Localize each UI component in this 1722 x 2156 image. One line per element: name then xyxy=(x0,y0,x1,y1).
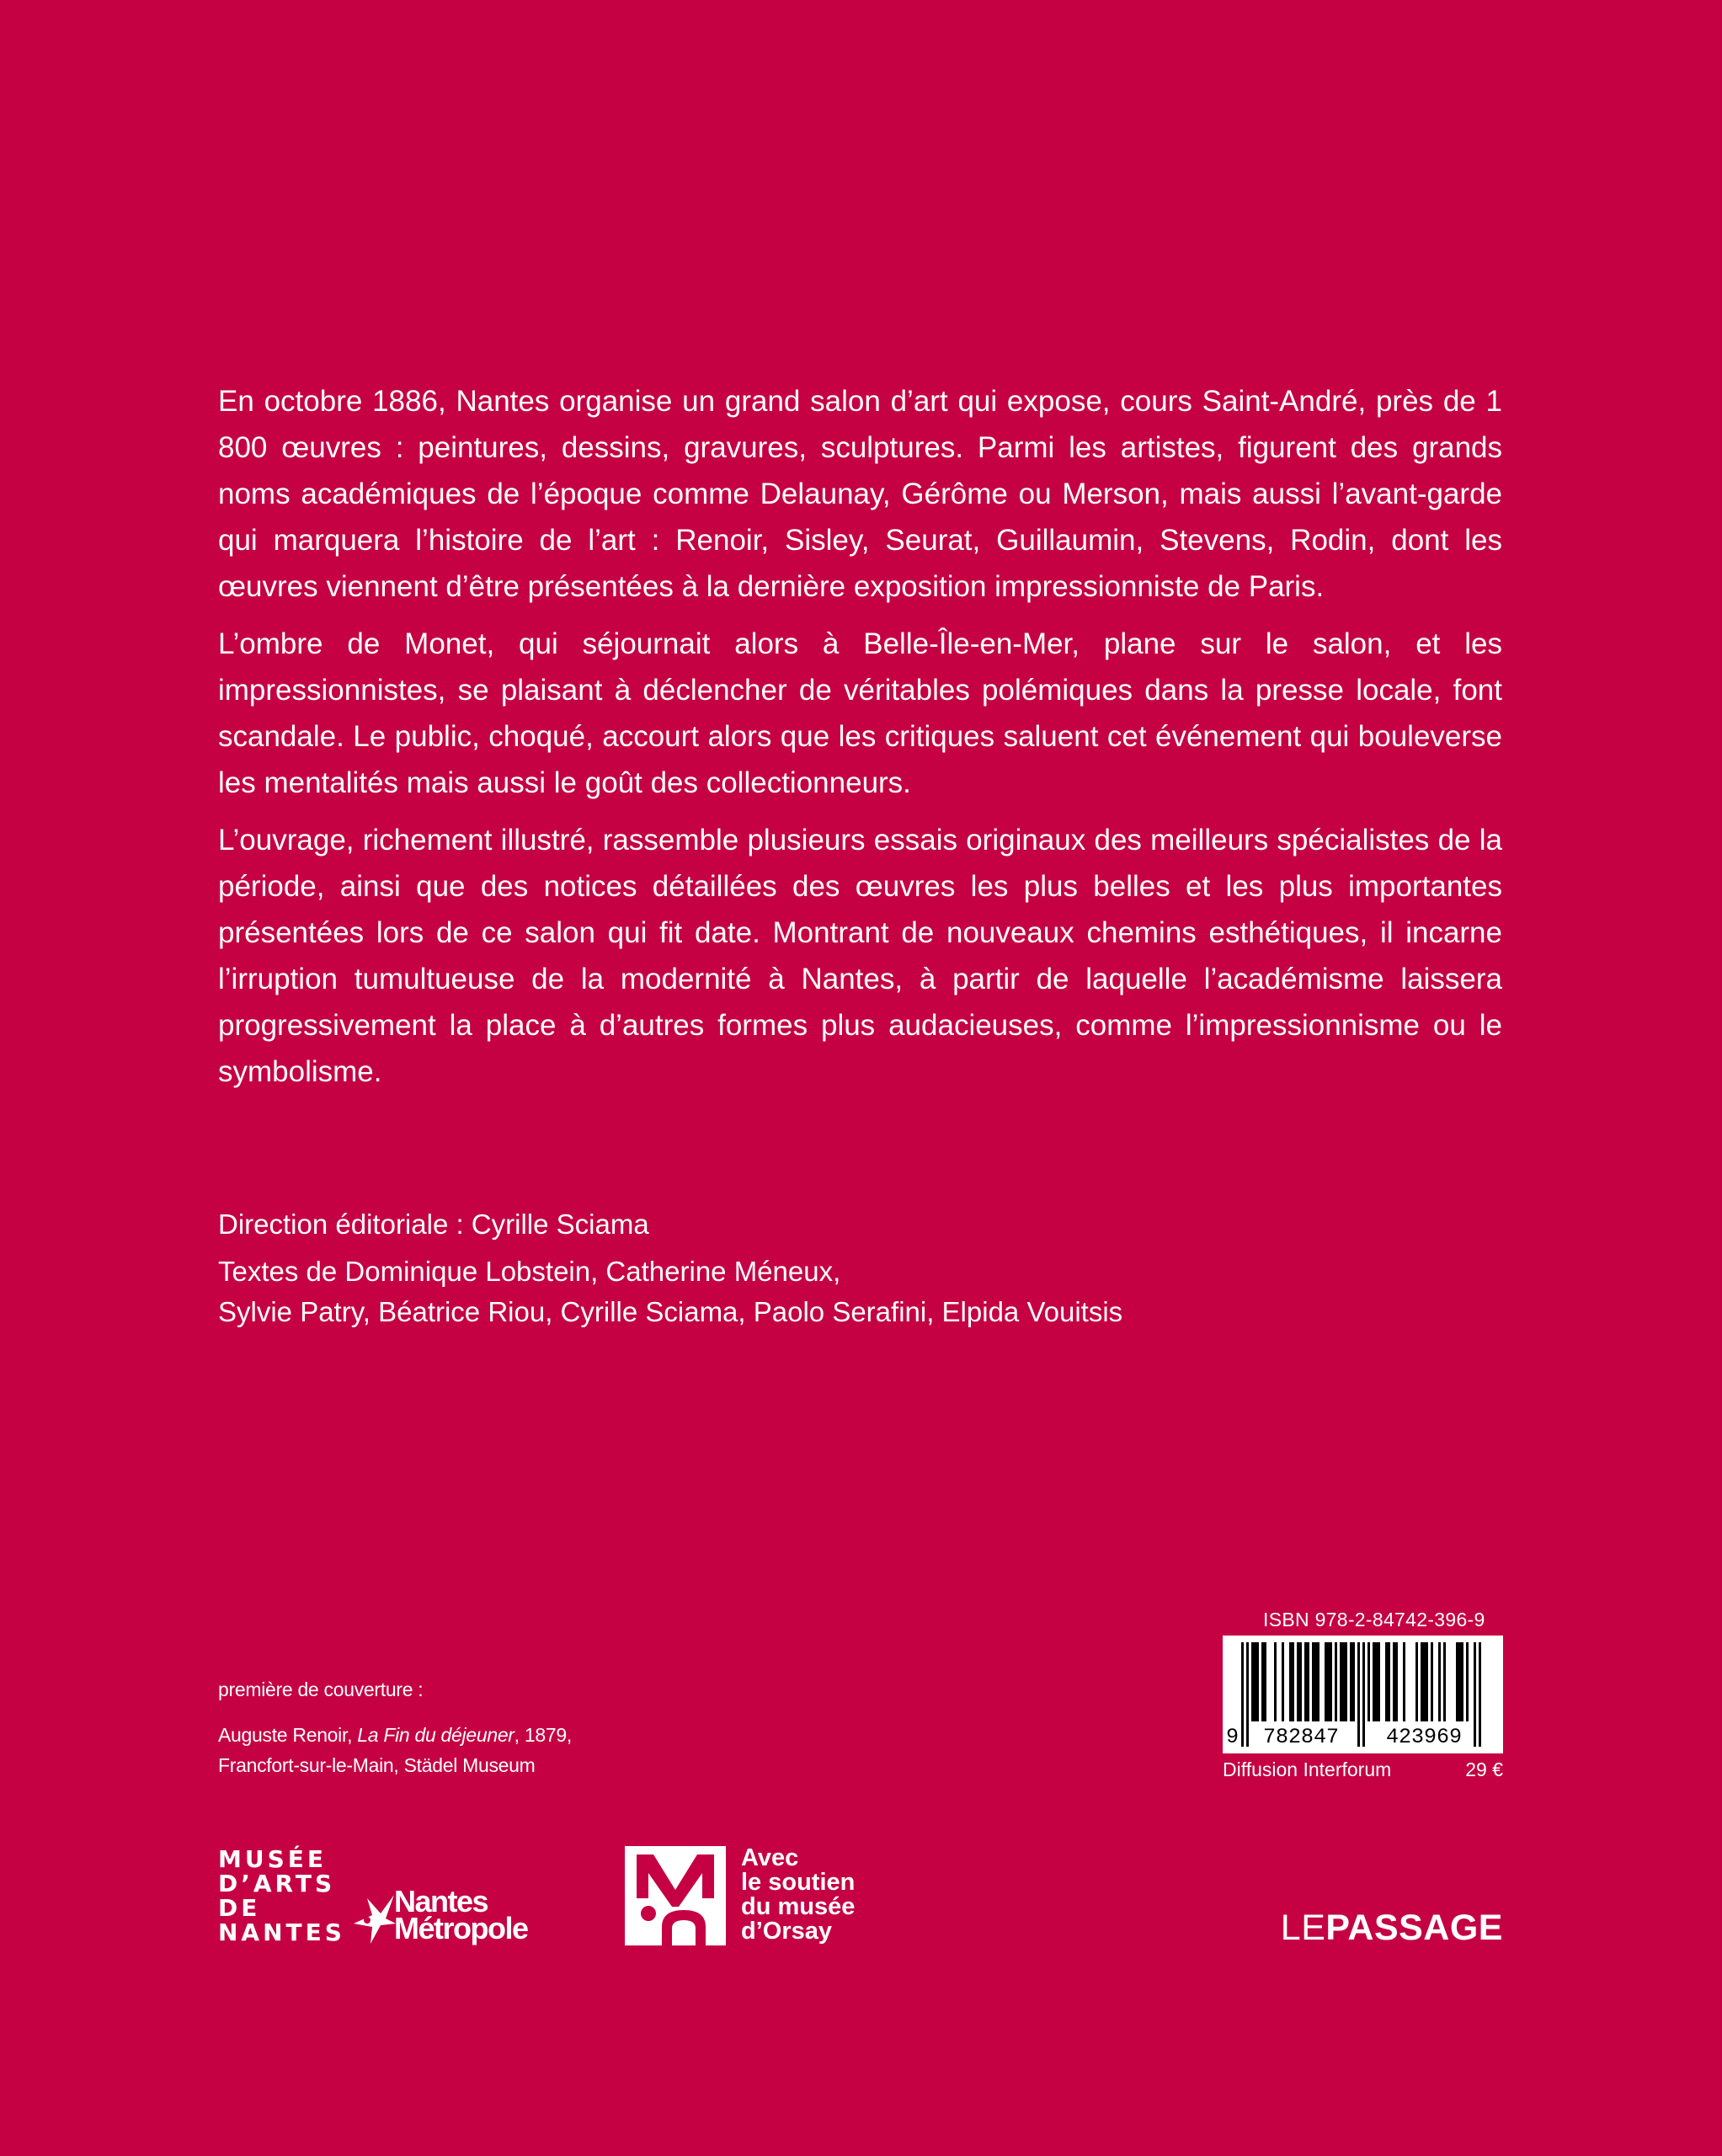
cover-credit-artwork xyxy=(218,1720,723,1750)
musee-logo-line-1: MUSÉE xyxy=(218,1845,328,1873)
nantes-metropole-logo xyxy=(352,1885,554,1952)
barcode-bar xyxy=(1307,1642,1309,1721)
editorial-credits xyxy=(218,1204,1313,1332)
back-cover-blurb xyxy=(218,378,1502,1106)
barcode-bar xyxy=(1261,1642,1264,1721)
blurb-paragraph-3: L’ouvrage, richement illustré, rassemble plusieurs essais originaux des meilleurs spécialistes de la période, ainsi que des notices détaillées des œuvres les plus belles et les plus importantes présentées lors de ce salon qui fit date. Montrant de nouveaux chemins esthétiques, il incarne l’irruption tumultueuse de la modernité à Nantes, à partir de laquelle l’académisme laissera progressivement la place à d’autres formes plus audacieuses, comme l’impressionnisme ou le symbolisme. xyxy=(218,824,1502,1088)
musee-darts-nantes-logo xyxy=(218,1847,345,1945)
barcode-bar xyxy=(1274,1642,1277,1721)
barcode-bar xyxy=(1466,1642,1469,1721)
barcode-digit-group-1: 782847 xyxy=(1261,1723,1341,1752)
barcode-bar xyxy=(1367,1642,1370,1721)
barcode-bar xyxy=(1415,1642,1418,1721)
barcode-bar xyxy=(1330,1642,1332,1721)
barcode-bar xyxy=(1254,1642,1256,1721)
blurb-paragraph-1: En octobre 1886, Nantes organise un grand salon d’art qui expose, cours Saint-André, près de 1 800 œuvres : peintures, dessins, gravures, sculptures. Parmi les artistes, figurent des grands noms académiques de l’époque comme Delaunay, Gérôme ou Merson, mais aussi l’avant-garde qui marquera l’histoire de l’art : Renoir, Sisley, Seurat, Guillaumin, Stevens, Rodin, dont les œuvres viennent d’être présentées à la dernière exposition impressionniste de Paris. xyxy=(218,385,1502,603)
barcode-digit-first: 9 xyxy=(1224,1723,1240,1752)
barcode-bar xyxy=(1385,1642,1388,1721)
authors-line-2: Sylvie Patry, Béatrice Riou, Cyrille Sciama, Paolo Serafini, Elpida Vouitsis xyxy=(218,1296,1123,1327)
barcode-bar xyxy=(1312,1642,1314,1721)
publisher-logo xyxy=(1279,1908,1503,1949)
barcode-bar xyxy=(1461,1642,1463,1721)
barcode-bar xyxy=(1256,1642,1259,1721)
barcode-bar xyxy=(1378,1642,1380,1721)
barcode-bar xyxy=(1421,1642,1423,1721)
musee-logo-line-4: NANTES xyxy=(218,1919,345,1946)
cover-credit-year: , 1879, xyxy=(514,1724,572,1746)
barcode-bar xyxy=(1345,1642,1347,1721)
barcode-bar xyxy=(1388,1642,1390,1721)
barcode-bar xyxy=(1304,1642,1307,1721)
barcode-bar xyxy=(1393,1642,1395,1721)
cover-credit-title: La Fin du déjeuner xyxy=(357,1724,514,1746)
barcode-bar xyxy=(1297,1642,1299,1721)
price: 29 € xyxy=(1465,1758,1503,1780)
distributor: Diffusion Interforum xyxy=(1223,1758,1392,1780)
barcode-bar xyxy=(1299,1642,1302,1721)
barcode-bar xyxy=(1292,1642,1294,1721)
barcode-bar xyxy=(1335,1642,1337,1721)
barcode-bar xyxy=(1375,1642,1378,1721)
barcode-bar xyxy=(1438,1642,1441,1721)
barcode-bar xyxy=(1342,1642,1345,1721)
musee-logo-line-3: DE xyxy=(218,1894,261,1922)
authors-line-1: Textes de Dominique Lobstein, Catherine Méneux, xyxy=(218,1256,841,1287)
barcode-bar xyxy=(1340,1642,1342,1721)
barcode-digit-group-2: 423969 xyxy=(1384,1723,1463,1752)
musee-orsay-logo-mark xyxy=(625,1846,726,1945)
barcode-bar xyxy=(1373,1642,1375,1721)
nantes-logo-line-2: Métropole xyxy=(394,1911,528,1945)
barcode-bar xyxy=(1431,1642,1433,1721)
barcode xyxy=(1223,1636,1503,1753)
nantes-bird-icon xyxy=(352,1890,396,1945)
barcode-bar xyxy=(1352,1642,1355,1721)
barcode-bar xyxy=(1458,1642,1461,1721)
cover-credit-artist: Auguste Renoir, xyxy=(218,1724,358,1746)
nantes-logo-line-1: Nantes xyxy=(394,1884,488,1919)
publisher-logo-part-2: PASSAGE xyxy=(1325,1908,1503,1948)
editorial-direction: Direction éditoriale : Cyrille Sciama xyxy=(218,1209,649,1240)
distribution-line xyxy=(1223,1758,1503,1781)
barcode-bar xyxy=(1403,1642,1405,1721)
barcode-bar xyxy=(1327,1642,1330,1721)
orsay-text-line-1: Avec xyxy=(741,1844,799,1871)
barcode-bar xyxy=(1289,1642,1292,1721)
barcode-bar xyxy=(1317,1642,1319,1721)
barcode-bar xyxy=(1443,1642,1446,1721)
cover-credit-location: Francfort-sur-le-Main, Städel Museum xyxy=(218,1754,536,1776)
musee-logo-line-2: D’ARTS xyxy=(218,1870,336,1897)
blurb-paragraph-2: L’ombre de Monet, qui séjournait alors à Belle-Île-en-Mer, plane sur le salon, et les impressionnistes, se plaisant à déclencher de véritables polémiques dans la presse locale, font scandale. Le public, choqué, accourt alors que les critiques saluent cet événement qui bouleverse les mentalités mais aussi le goût des collectionneurs. xyxy=(218,627,1502,799)
barcode-bar xyxy=(1456,1642,1458,1721)
orsay-support-text xyxy=(741,1846,855,1944)
barcode-bar xyxy=(1350,1642,1352,1721)
cover-image-credit xyxy=(218,1674,723,1780)
barcode-digits xyxy=(1223,1723,1503,1752)
barcode-bar xyxy=(1325,1642,1327,1721)
barcode-bar xyxy=(1251,1642,1254,1721)
barcode-bar xyxy=(1423,1642,1426,1721)
barcode-bar xyxy=(1426,1642,1428,1721)
isbn-label: ISBN 978-2-84742-396-9 xyxy=(1263,1609,1485,1630)
orsay-text-line-2: le soutien xyxy=(741,1869,856,1896)
barcode-bar xyxy=(1264,1642,1266,1721)
cover-credit-heading: première de couverture : xyxy=(218,1678,424,1700)
publisher-logo-part-1: LE xyxy=(1280,1908,1326,1948)
barcode-bar xyxy=(1395,1642,1398,1721)
orsay-text-line-3: du musée xyxy=(741,1893,856,1920)
barcode-bar xyxy=(1282,1642,1284,1721)
orsay-text-line-4: d’Orsay xyxy=(741,1918,832,1945)
barcode-bar xyxy=(1314,1642,1317,1721)
